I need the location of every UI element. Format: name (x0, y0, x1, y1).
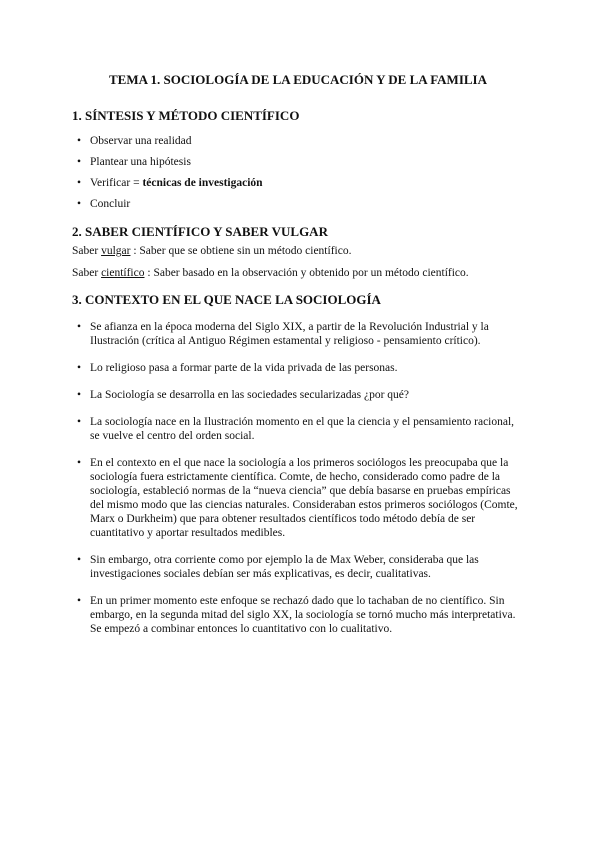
section-heading: 2. SABER CIENTÍFICO Y SABER VULGAR (72, 224, 328, 239)
list-item: • Plantear una hipótesis (72, 155, 524, 169)
document-page (72, 72, 524, 649)
list-item: • En el contexto en el que nace la sociología a los primeros sociólogos les preocupaba que la sociología fuera estrictamente científica. Comte, de hecho, considerado como padre de la sociología, estableció normas de la “nueva ciencia” que debía basarse en pruebas empíricas del mismo modo que las ciencias naturales. Consideraban estos primeros sociólogos (Comte, Marx o Durkheim) que para obtener resultados científicos todo método debía de ser cuantitativo y aportar resultados medibles. (72, 456, 524, 540)
document-title: TEMA 1. SOCIOLOGÍA DE LA EDUCACIÓN Y DE LA FAMILIA (108, 72, 487, 87)
underlined-term: científico (101, 267, 145, 279)
list-item: • Se afianza en la época moderna del Siglo XIX, a partir de la Revolución Industrial y la Ilustración (crítica al Antiguo Régimen estamental y religioso - pensamiento crítico). (72, 320, 524, 348)
section-heading: 1. SÍNTESIS Y MÉTODO CIENTÍFICO (72, 108, 300, 123)
underlined-term: vulgar (101, 245, 131, 257)
list-item: • Observar una realidad (72, 134, 524, 148)
bold-term: técnicas de investigación (142, 177, 263, 189)
list-item: • Lo religioso pasa a formar parte de la vida privada de las personas. (72, 361, 524, 375)
section-heading: 3. CONTEXTO EN EL QUE NACE LA SOCIOLOGÍA (72, 292, 381, 307)
list-item: • Verificar = técnicas de investigación (72, 176, 524, 190)
list-item: • En un primer momento este enfoque se rechazó dado que lo tachaban de no científico. Sin embargo, en la segunda mitad del siglo XX, la sociología se tornó mucho más interpretativa. Se empezó a combinar entonces lo cuantitativo con lo cualitativo. (72, 594, 524, 636)
definition-line: Saber científico : Saber basado en la observación y obtenido por un método científico. (72, 267, 469, 279)
method-steps-list (72, 134, 524, 211)
context-list (72, 320, 524, 636)
definition-line: Saber vulgar : Saber que se obtiene sin un método científico. (72, 245, 352, 257)
list-item: • La sociología nace en la Ilustración momento en el que la ciencia y el pensamiento racional, se vuelve el centro del orden social. (72, 415, 524, 443)
section-knowledge (72, 224, 524, 280)
list-item: • Concluir (72, 197, 524, 211)
section-context (72, 292, 524, 636)
list-item: • Sin embargo, otra corriente como por ejemplo la de Max Weber, consideraba que las investigaciones sociales debían ser más explicativas, es decir, cualitativas. (72, 553, 524, 581)
list-item: • La Sociología se desarrolla en las sociedades secularizadas ¿por qué? (72, 388, 524, 402)
section-synthesis (72, 108, 524, 211)
